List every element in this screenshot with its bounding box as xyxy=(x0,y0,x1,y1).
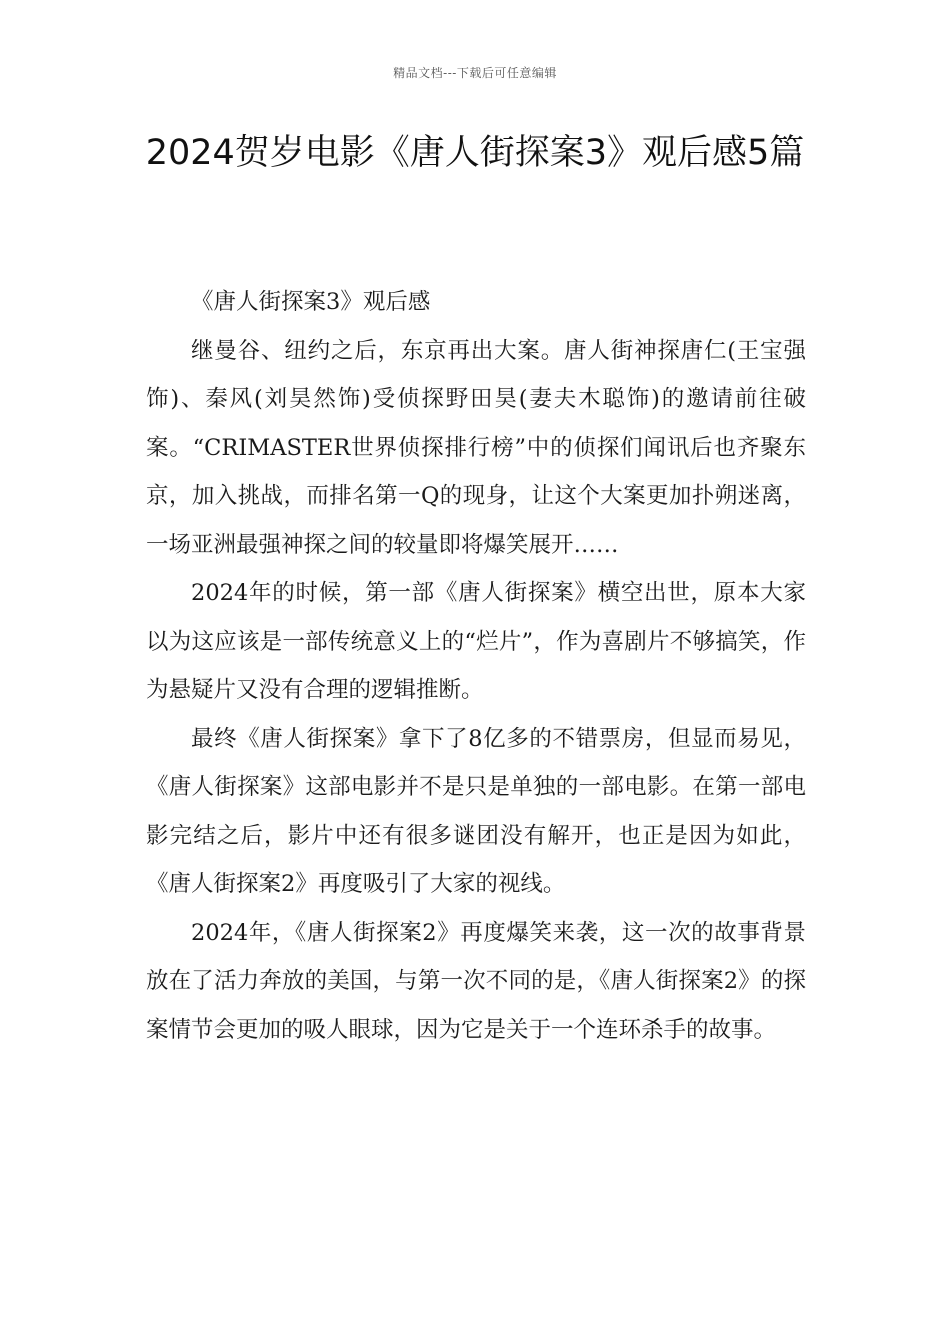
document-body xyxy=(146,278,806,1054)
paragraph: 2024年，《唐人街探案2》再度爆笑来袭，这一次的故事背景放在了活力奔放的美国，与第一次不同的是，《唐人街探案2》的探案情节会更加的吸人眼球，因为它是关于一个连环杀手的故事。 xyxy=(146,919,806,1043)
paragraph: 2024年的时候，第一部《唐人街探案》横空出世，原本大家以为这应该是一部传统意义上的“烂片”，作为喜剧片不够搞笑，作为悬疑片又没有合理的逻辑推断。 xyxy=(146,580,806,703)
document-title: 2024贺岁电影《唐人街探案3》观后感5篇 xyxy=(145,133,805,173)
paragraph: 最终《唐人街探案》拿下了8亿多的不错票房，但显而易见，《唐人街探案》这部电影并不是只是单独的一部电影。在第一部电影完结之后，影片中还有很多谜团没有解开，也正是因为如此，《唐人街探案2》再度吸引了大家的视线。 xyxy=(146,725,806,897)
paragraph-subtitle: 《唐人街探案3》观后感 xyxy=(191,289,431,315)
paragraph: 继曼谷、纽约之后，东京再出大案。唐人街神探唐仁(王宝强饰)、秦风(刘昊然饰)受侦探野田昊(妻夫木聪饰)的邀请前往破案。“CRIMASTER世界侦探排行榜”中的侦探们闻讯后也齐聚东京，加入挑战，而排名第一Q的现身，让这个大案更加扑朔迷离，一场亚洲最强神探之间的较量即将爆笑展开…… xyxy=(146,337,806,558)
header-note: 精品文档---下载后可任意编辑 xyxy=(393,66,557,80)
